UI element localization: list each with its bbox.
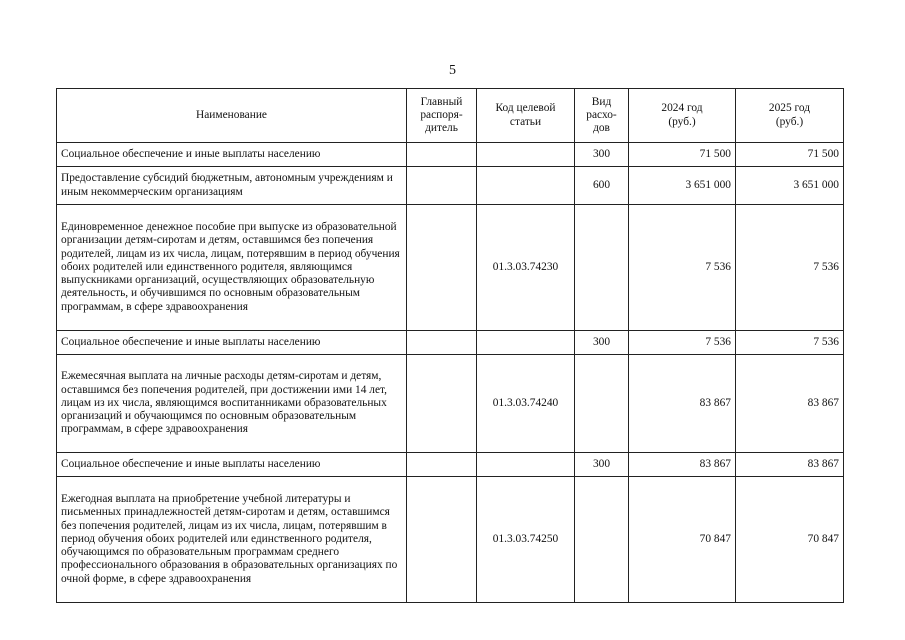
cell-manager [407,453,477,477]
budget-table [56,88,844,603]
header-code [477,89,575,143]
header-year-2025-line: (руб.) [775,115,804,128]
cell-name: Социальное обеспечение и иные выплаты населению [57,143,407,167]
cell-manager [407,477,477,603]
cell-expense-type [575,477,629,603]
table-row [57,355,844,453]
cell-2024: 70 847 [629,477,736,603]
cell-2025: 71 500 [736,143,844,167]
header-code-line: Код целевой [495,102,556,115]
cell-2025: 70 847 [736,477,844,603]
cell-name: Социальное обеспечение и иные выплаты населению [57,331,407,355]
table-header-row [57,89,844,143]
table-row [57,453,844,477]
cell-2025: 83 867 [736,355,844,453]
cell-2024: 7 536 [629,205,736,331]
header-manager-line: распоря- [420,108,463,121]
header-name: Наименование [57,89,407,143]
header-manager-line: дитель [425,122,458,135]
cell-2024: 83 867 [629,355,736,453]
cell-code: 01.3.03.74250 [477,477,575,603]
table-row [57,331,844,355]
cell-2025: 3 651 000 [736,167,844,205]
cell-name: Предоставление субсидий бюджетным, автономным учреждениям и иным некоммерческим организациям [57,167,407,205]
header-year-2025-line: 2025 год [768,102,811,115]
table-row [57,205,844,331]
cell-manager [407,205,477,331]
cell-expense-type: 300 [575,143,629,167]
cell-name: Единовременное денежное пособие при выпуске из образовательной организации детям-сиротам и детям, оставшимся без попечения родителей, лицам из их числа, лицам, потерявшим в период обучения обоих родителей или единственного родителя, являющимся выпускниками организаций, осуществляющих образовательную деятельность, и обучившимся по основным образовательным программам, в сфере здравоохранения [57,205,407,331]
header-expense-type-line: Вид [591,95,612,108]
header-expense-type-line: расхо- [586,108,617,121]
cell-manager [407,331,477,355]
cell-2024: 7 536 [629,331,736,355]
cell-2025: 7 536 [736,331,844,355]
cell-2025: 7 536 [736,205,844,331]
cell-code: 01.3.03.74230 [477,205,575,331]
header-year-2024 [629,89,736,143]
header-expense-type [575,89,629,143]
cell-name: Ежегодная выплата на приобретение учебной литературы и письменных принадлежностей детям-сиротам и детям, оставшимся без попечения родителей, лицам из их числа, лицам, потерявшим в период обучения обоих родителей или единственного родителя, обучающимся по образовательным программам среднего профессионального образования в образовательных организациях по очной форме, в сфере здравоохранения [57,477,407,603]
cell-manager [407,355,477,453]
header-year-2025 [736,89,844,143]
header-manager [407,89,477,143]
cell-manager [407,143,477,167]
cell-name: Ежемесячная выплата на личные расходы детям-сиротам и детям, оставшимся без попечения родителей, при достижении ими 14 лет, лицам из их числа, являющимся воспитанниками образовательных организаций и обучающимся по основным образовательным программам, в сфере здравоохранения [57,355,407,453]
cell-expense-type: 600 [575,167,629,205]
table-row [57,477,844,603]
cell-2025: 83 867 [736,453,844,477]
cell-code [477,143,575,167]
cell-expense-type: 300 [575,453,629,477]
cell-name: Социальное обеспечение и иные выплаты населению [57,453,407,477]
header-year-2024-line: 2024 год [661,102,703,115]
header-year-2024-line: (руб.) [668,115,696,128]
cell-code [477,331,575,355]
table-row [57,143,844,167]
header-manager-line: Главный [420,95,463,108]
cell-code: 01.3.03.74240 [477,355,575,453]
cell-expense-type [575,355,629,453]
table-row [57,167,844,205]
page-number: 5 [449,63,456,78]
cell-code [477,167,575,205]
cell-2024: 71 500 [629,143,736,167]
cell-2024: 83 867 [629,453,736,477]
cell-expense-type: 300 [575,331,629,355]
cell-expense-type [575,205,629,331]
header-code-line: статьи [509,115,542,128]
cell-code [477,453,575,477]
cell-manager [407,167,477,205]
cell-2024: 3 651 000 [629,167,736,205]
header-expense-type-line: дов [593,122,610,135]
